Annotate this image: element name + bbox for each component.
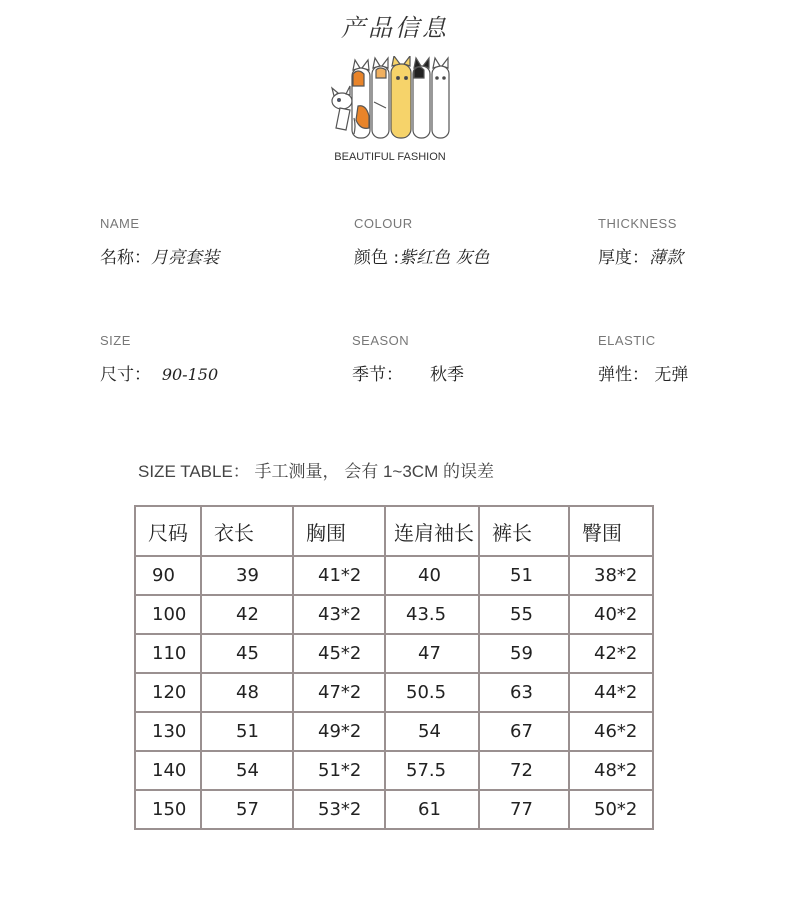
info-value: 90-150 bbox=[161, 365, 219, 384]
info-key: 弹性： bbox=[598, 365, 649, 385]
table-cell: 42*2 bbox=[569, 634, 653, 673]
info-key: 厚度： bbox=[598, 248, 649, 268]
table-row bbox=[135, 556, 653, 595]
info-label: COLOUR bbox=[354, 216, 413, 231]
header-cell: 臀围 bbox=[569, 506, 653, 556]
cats-illustration bbox=[320, 56, 460, 151]
table-row bbox=[135, 634, 653, 673]
info-name bbox=[100, 216, 219, 268]
table-cell: 38*2 bbox=[569, 556, 653, 595]
info-season bbox=[352, 333, 464, 385]
info-value: 薄款 bbox=[649, 248, 683, 268]
table-row bbox=[135, 712, 653, 751]
table-cell: 46*2 bbox=[569, 712, 653, 751]
table-row bbox=[135, 751, 653, 790]
table-row bbox=[135, 790, 653, 829]
table-cell: 51*2 bbox=[293, 751, 385, 790]
table-cell: 41*2 bbox=[293, 556, 385, 595]
header-cell: 连肩袖长 bbox=[385, 506, 479, 556]
table-cell: 51 bbox=[479, 556, 569, 595]
size-table-note: SIZE TABLE： 手工测量， 会有 1~3CM 的误差 bbox=[138, 462, 494, 481]
table-cell: 39 bbox=[201, 556, 293, 595]
info-elastic bbox=[598, 333, 688, 385]
table-cell: 100 bbox=[135, 595, 201, 634]
table-cell: 90 bbox=[135, 556, 201, 595]
table-cell: 77 bbox=[479, 790, 569, 829]
table-cell: 67 bbox=[479, 712, 569, 751]
table-cell: 54 bbox=[201, 751, 293, 790]
table-cell: 51 bbox=[201, 712, 293, 751]
table-row bbox=[135, 673, 653, 712]
table-cell: 63 bbox=[479, 673, 569, 712]
info-value: 月亮套装 bbox=[151, 248, 219, 268]
table-cell: 40 bbox=[385, 556, 479, 595]
table-cell: 54 bbox=[385, 712, 479, 751]
info-key: 尺寸： bbox=[100, 365, 151, 385]
table-cell: 130 bbox=[135, 712, 201, 751]
header-cell: 衣长 bbox=[201, 506, 293, 556]
table-cell: 59 bbox=[479, 634, 569, 673]
table-cell: 48 bbox=[201, 673, 293, 712]
table-cell: 150 bbox=[135, 790, 201, 829]
table-cell: 40*2 bbox=[569, 595, 653, 634]
header-cell: 裤长 bbox=[479, 506, 569, 556]
table-cell: 57 bbox=[201, 790, 293, 829]
table-cell: 47*2 bbox=[293, 673, 385, 712]
info-colour bbox=[354, 216, 490, 268]
table-cell: 120 bbox=[135, 673, 201, 712]
table-cell: 50.5 bbox=[385, 673, 479, 712]
table-cell: 53*2 bbox=[293, 790, 385, 829]
table-cell: 140 bbox=[135, 751, 201, 790]
info-key: 名称： bbox=[100, 248, 151, 268]
info-key: 季节： bbox=[352, 365, 403, 385]
info-value: 无弹 bbox=[654, 365, 689, 385]
table-row bbox=[135, 595, 653, 634]
table-cell: 50*2 bbox=[569, 790, 653, 829]
table-cell: 110 bbox=[135, 634, 201, 673]
table-cell: 55 bbox=[479, 595, 569, 634]
info-value: 紫红色 灰色 bbox=[399, 248, 490, 268]
table-cell: 45*2 bbox=[293, 634, 385, 673]
table-cell: 48*2 bbox=[569, 751, 653, 790]
table-cell: 44*2 bbox=[569, 673, 653, 712]
info-label: ELASTIC bbox=[598, 333, 656, 348]
header-cell: 胸围 bbox=[293, 506, 385, 556]
info-size bbox=[100, 333, 218, 385]
table-cell: 43*2 bbox=[293, 595, 385, 634]
table-cell: 45 bbox=[201, 634, 293, 673]
info-label: THICKNESS bbox=[598, 216, 677, 231]
size-table bbox=[134, 505, 654, 830]
table-cell: 42 bbox=[201, 595, 293, 634]
table-cell: 61 bbox=[385, 790, 479, 829]
header-cell: 尺码 bbox=[135, 506, 201, 556]
info-label: NAME bbox=[100, 216, 140, 231]
info-thickness bbox=[598, 216, 683, 268]
table-cell: 47 bbox=[385, 634, 479, 673]
table-cell: 72 bbox=[479, 751, 569, 790]
table-header-row bbox=[135, 506, 653, 556]
page-title: 产品信息 bbox=[341, 14, 449, 42]
logo-caption: BEAUTIFUL FASHION bbox=[334, 151, 446, 163]
table-cell: 43.5 bbox=[385, 595, 479, 634]
table-cell: 57.5 bbox=[385, 751, 479, 790]
info-value: 秋季 bbox=[430, 365, 465, 385]
info-key: 颜色 : bbox=[354, 248, 400, 268]
info-label: SIZE bbox=[100, 333, 131, 348]
info-label: SEASON bbox=[352, 333, 410, 348]
table-cell: 49*2 bbox=[293, 712, 385, 751]
brand-logo bbox=[320, 56, 460, 171]
